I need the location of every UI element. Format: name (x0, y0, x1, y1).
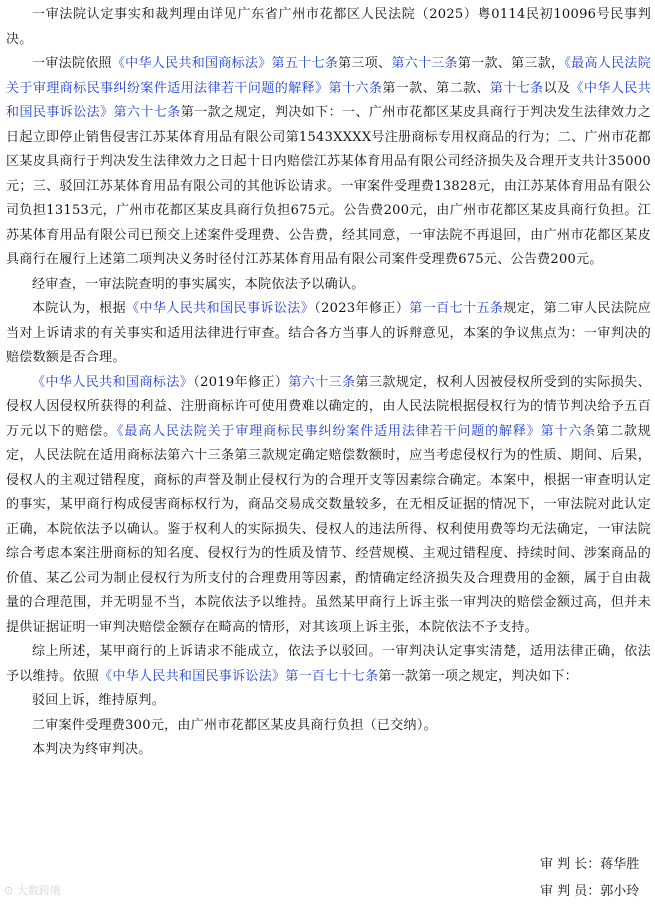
watermark-logo (4, 882, 61, 898)
paragraph-text: 第一款、第二款、 (382, 80, 490, 96)
judgment-paragraph (6, 738, 651, 763)
paragraph-text: 本判决为终审判决。 (32, 742, 152, 757)
signature-name: 蒋华胜 (600, 857, 640, 872)
signature-line-judge (540, 880, 639, 904)
paragraph-text: 综上所述，某甲商行的上诉请求不能成立，依法予以驳回。一审判决认定事实清楚，适用法律正确，依法予以维持。依照 (6, 644, 651, 684)
judgment-paragraph (6, 371, 651, 641)
paragraph-text: 第一款第一项之规定，判决如下： (378, 668, 578, 684)
judgment-paragraph (6, 273, 651, 298)
judgment-paragraph (6, 3, 651, 52)
paragraph-text: 第三款规定，权利人因被侵权所受到的实际损失、侵权人因侵权所获得的利益、注册商标许可使用费难以确定的，由人民法院根据侵权行为的情节判决给予五百万元以下的赔偿。 (6, 374, 651, 439)
signature-name: 郭小玲 (600, 884, 640, 899)
paragraph-text: 第一款、第三款， (457, 56, 565, 71)
paragraph-text: 一审法院认定事实和裁判理由详见广东省广州市花都区人民法院（2025）粤0114民初10096号民事判决。 (6, 7, 651, 47)
law-citation-link[interactable]: 《中华人民共和国民事诉讼法》第六十七条 (6, 80, 651, 120)
watermark-text: 大数跨境 (16, 884, 61, 897)
signature-line-chief-judge (540, 853, 639, 877)
law-citation-link[interactable]: 《中华人民共和国民事诉讼法》第一百七十七条 (99, 668, 379, 684)
judgment-paragraph (6, 297, 651, 371)
signature-role: 审 判 员： (540, 884, 601, 899)
law-citation-link[interactable]: 第十七条 (489, 80, 544, 96)
judgment-paragraph (6, 689, 651, 714)
paragraph-text: 一审法院依照 (32, 56, 112, 71)
watermark-icon: ⊙ (4, 884, 14, 897)
signature-role: 审 判 长： (540, 857, 601, 872)
paragraph-text: 第二款规定，人民法院在适用商标法第六十三条第三款规定确定赔偿数额时，应当考虑侵权行为的性质、期间、后果，侵权人的主观过错程度，商标的声誉及制止侵权行为的合理开支等因素综合确定。本案中，根据一审查明认定的事实，某甲商行构成侵害商标权行为，商品交易成交数量较多，在无相反证据的情况下，一审法院对此认定正确，本院依法予以确认。鉴于权利人的实际损失、侵权人的违法所得、权利使用费等均无法确定，一审法院综合考虑本案注册商标的知名度、侵权行为的性质及情节、经营规模、主观过错程度、持续时间、涉案商品的价值、某乙公司为制止侵权行为所支付的合理费用等因素，酌情确定经济损失及合理费用的金额，属于自由裁量的合理范围，并无明显不当，本院依法予以维持。虽然某甲商行上诉主张一审判决的赔偿金额过高，但并未提供证据证明一审判决赔偿金额存在畸高的情形，对其该项上诉主张，本院依法不予支持。 (6, 423, 651, 635)
paragraph-text: （2019年修正） (193, 374, 289, 390)
law-citation-link[interactable]: 《中华人民共和国商标法》 (32, 374, 194, 390)
law-citation-link[interactable]: 《中华人民共和国民事诉讼法》 (126, 301, 315, 316)
law-citation-link[interactable]: 《最高人民法院关于审理商标民事纠纷案件适用法律若干问题的解释》第十六条 (117, 423, 597, 439)
judgment-document (6, 3, 651, 763)
law-citation-link[interactable]: 第六十三条 (288, 374, 356, 390)
paragraph-text: 经审查，一审法院查明的事实属实，本院依法予以确认。 (32, 276, 365, 292)
law-citation-link[interactable]: 第一百七十五条 (409, 301, 504, 316)
paragraph-text: 第三项、 (338, 56, 392, 71)
paragraph-text: （2023年修正） (314, 301, 410, 316)
judgment-paragraph (6, 52, 651, 273)
paragraph-text: 规定，第二审人民法院应当对上诉请求的有关事实和适用法律进行审查。结合各方当事人的诉辩意见，本案的争议焦点为：一审判决的赔偿数额是否合理。 (6, 301, 652, 365)
paragraph-text: 第一款之规定，判决如下：一、广州市花都区某皮具商行于判决发生法律效力之日起立即停止销售侵害江苏某体育用品有限公司第1543XXXX号注册商标专用权商品的行为；二、广州市花都区某皮具商行于判决发生法律效力之日起十日内赔偿江苏某体育用品有限公司经济损失及合理开支共计35000元；三、驳回江苏某体育用品有限公司的其他诉讼请求。一审案件受理费13828元，由江苏某体育用品有限公司负担13153元，广州市花都区某皮具商行负担675元。公告费200元，由广州市花都区某皮具商行负担。江苏某体育用品有限公司已预交上述案件受理费、公告费，经其同意，一审法院不再退回，由广州市花都区某皮具商行在履行上述第二项判决义务时径付江苏某体育用品有限公司案件受理费675元、公告费200元。 (6, 105, 651, 267)
paragraph-text: 以及 (543, 80, 571, 96)
judgment-paragraph (6, 714, 651, 739)
paragraph-text: 本院认为，根据 (32, 301, 127, 316)
law-citation-link[interactable]: 《中华人民共和国商标法》第五十七条 (111, 56, 339, 71)
law-citation-link[interactable]: 第六十三条 (391, 56, 458, 71)
paragraph-text: 驳回上诉，维持原判。 (32, 693, 166, 708)
paragraph-text: 二审案件受理费300元，由广州市花都区某皮具商行负担（已交纳）。 (32, 717, 437, 733)
judgment-body (6, 3, 651, 763)
law-citation-link[interactable]: 《最高人民法院关于审理商标民事纠纷案件适用法律若干问题的解释》第十六条 (6, 56, 651, 96)
judgment-paragraph (6, 640, 651, 689)
